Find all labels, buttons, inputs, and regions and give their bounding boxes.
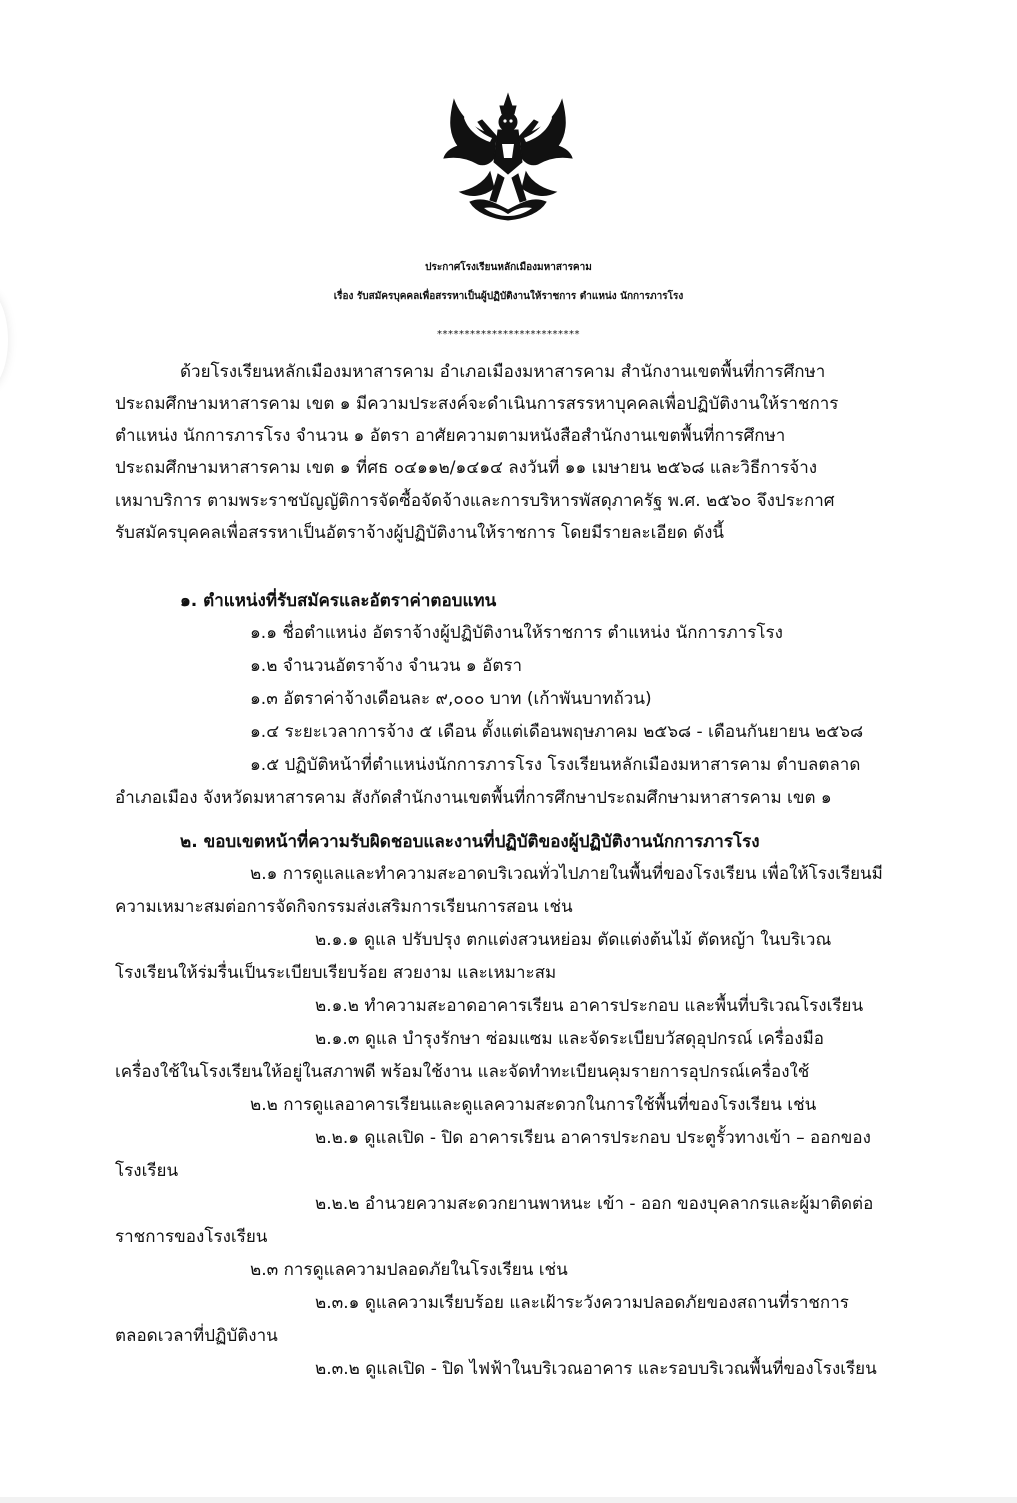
section-1-item: ๑.๒ จำนวนอัตราจ้าง จำนวน ๑ อัตรา (250, 656, 523, 676)
section-2-line: ๒.๓.๒ ดูแลเปิด - ปิด ไฟฟ้าในบริเวณอาคาร และรอบบริเวณพื้นที่ของโรงเรียน (315, 1359, 877, 1379)
separator-stars: ************************** (437, 329, 580, 340)
section-2-line: ๒.๒.๑ ดูแลเปิด - ปิด อาคารเรียน อาคารประกอบ ประตูรั้วทางเข้า – ออกของ (315, 1128, 871, 1148)
section-2-line: ราชการของโรงเรียน (115, 1227, 268, 1247)
section-1-item: ๑.๓ อัตราค่าจ้างเดือนละ ๙,๐๐๐ บาท (เก้าพันบาทถ้วน) (250, 689, 652, 709)
intro-line: เหมาบริการ ตามพระราชบัญญัติการจัดซื้อจัดจ้างและการบริหารพัสดุภาครัฐ พ.ศ. ๒๕๖๐ จึงประกาศ (115, 491, 835, 511)
section-2-line: ๒.๒.๒ อำนวยความสะดวกยานพาหนะ เข้า - ออก ของบุคลากรและผู้มาติดต่อ (315, 1194, 874, 1214)
announcement-subject: เรื่อง รับสมัครบุคคลเพื่อสรรหาเป็นผู้ปฏิบัติงานให้ราชการ ตำแหน่ง นักการภารโรง (333, 291, 684, 302)
section-1-item: ๑.๕ ปฏิบัติหน้าที่ตำแหน่งนักการภารโรง โรงเรียนหลักเมืองมหาสารคาม ตำบลตลาด (250, 755, 861, 775)
section-2-line: ๒.๑ การดูแลและทำความสะอาดบริเวณทั่วไปภายในพื้นที่ของโรงเรียน เพื่อให้โรงเรียนมี (250, 864, 883, 884)
section-2-line: ๒.๓ การดูแลความปลอดภัยในโรงเรียน เช่น (250, 1260, 568, 1280)
section-2-line: ๒.๑.๒ ทำความสะอาดอาคารเรียน อาคารประกอบ และพื้นที่บริเวณโรงเรียน (315, 996, 864, 1016)
section-2-line: เครื่องใช้ในโรงเรียนให้อยู่ในสภาพดี พร้อมใช้งาน และจัดทำทะเบียนคุมรายการอุปกรณ์เครื่องใช้ (115, 1062, 810, 1082)
section-1-item: ๑.๔ ระยะเวลาการจ้าง ๕ เดือน ตั้งแต่เดือนพฤษภาคม ๒๕๖๘ - เดือนกันยายน ๒๕๖๘ (250, 722, 864, 742)
section-1-item: อำเภอเมือง จังหวัดมหาสารคาม สังกัดสำนักงานเขตพื้นที่การศึกษาประถมศึกษามหาสารคาม เขต ๑ (115, 788, 832, 808)
intro-line: ด้วยโรงเรียนหลักเมืองมหาสารคาม อำเภอเมืองมหาสารคาม สำนักงานเขตพื้นที่การศึกษา (180, 362, 826, 382)
section-2-line: ความเหมาะสมต่อการจัดกิจกรรมส่งเสริมการเรียนการสอน เช่น (115, 897, 573, 917)
section-1-heading: ๑. ตำแหน่งที่รับสมัครและอัตราค่าตอบแทน (180, 591, 497, 611)
section-1-item: ๑.๑ ชื่อตำแหน่ง อัตราจ้างผู้ปฏิบัติงานให้ราชการ ตำแหน่ง นักการภารโรง (250, 623, 783, 643)
intro-line: รับสมัครบุคคลเพื่อสรรหาเป็นอัตราจ้างผู้ปฏิบัติงานให้ราชการ โดยมีรายละเอียด ดังนี้ (115, 523, 725, 543)
section-2-line: โรงเรียนให้ร่มรื่นเป็นระเบียบเรียบร้อย สวยงาม และเหมาะสม (115, 963, 557, 983)
intro-line: ประถมศึกษามหาสารคาม เขต ๑ มีความประสงค์จะดำเนินการสรรหาบุคคลเพื่อปฏิบัติงานให้ราชการ (115, 394, 839, 414)
intro-line: ประถมศึกษามหาสารคาม เขต ๑ ที่ศธ ๐๔๑๑๒/๑๔๑๔ ลงวันที่ ๑๑ เมษายน ๒๕๖๘ และวิธีการจ้าง (115, 458, 818, 478)
section-2-line: ๒.๑.๑ ดูแล ปรับปรุง ตกแต่งสวนหย่อม ตัดแต่งต้นไม้ ตัดหญ้า ในบริเวณ (315, 930, 832, 950)
section-2-heading: ๒. ขอบเขตหน้าที่ความรับผิดชอบและงานที่ปฏิบัติของผู้ปฏิบัติงานนักการภารโรง (180, 832, 760, 852)
garuda-emblem-icon (440, 92, 576, 224)
section-2-line: ๒.๓.๑ ดูแลความเรียบร้อย และเฝ้าระวังความปลอดภัยของสถานที่ราชการ (315, 1293, 849, 1313)
section-2-line: ตลอดเวลาที่ปฏิบัติงาน (115, 1326, 278, 1346)
intro-line: ตำแหน่ง นักการภารโรง จำนวน ๑ อัตรา อาศัยความตามหนังสือสำนักงานเขตพื้นที่การศึกษา (115, 426, 786, 446)
section-2-line: ๒.๒ การดูแลอาคารเรียนและดูแลความสะดวกในการใช้พื้นที่ของโรงเรียน เช่น (250, 1095, 817, 1115)
section-2-line: ๒.๑.๓ ดูแล บำรุงรักษา ซ่อมแซม และจัดระเบียบวัสดุอุปกรณ์ เครื่องมือ (315, 1029, 824, 1049)
announcement-title: ประกาศโรงเรียนหลักเมืองมหาสารคาม (425, 262, 592, 273)
bottom-strip (0, 1497, 1017, 1503)
section-2-line: โรงเรียน (115, 1161, 179, 1181)
